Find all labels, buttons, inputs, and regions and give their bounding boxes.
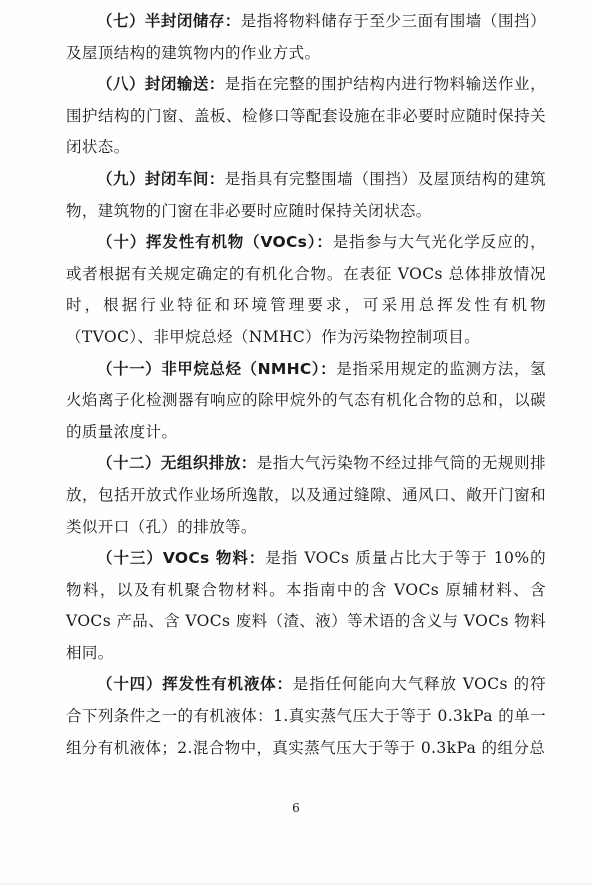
- definition-paragraph-8: [66, 69, 546, 164]
- definition-paragraph-14: [66, 669, 546, 764]
- definition-term: （十四）挥发性有机液体：: [97, 675, 293, 694]
- definition-paragraph-12: [66, 448, 546, 543]
- definition-text: 是指大气污染物不经过排气筒的无规则排放，包括开放式作业场所逸散，以及通过缝隙、通风口、敞开门窗和类似开口（孔）的排放等。: [66, 454, 546, 536]
- definition-text: 是指任何能向大气释放 VOCs 的符合下列条件之一的有机液体：1.真实蒸气压大于等于 0.3kPa 的单一组分有机液体；2.混合物中，真实蒸气压大于等于 0.3kPa 的组分总: [66, 675, 546, 757]
- body-text: [66, 6, 546, 764]
- definition-paragraph-11: [66, 354, 546, 449]
- page-number: 6: [292, 801, 300, 815]
- definition-term: （十）挥发性有机物（VOCs）：: [97, 233, 333, 252]
- definition-paragraph-10: [66, 227, 546, 353]
- definition-term: （九）封闭车间：: [97, 169, 225, 188]
- definition-term: （八）封闭输送：: [97, 75, 225, 94]
- definition-paragraph-13: [66, 543, 546, 669]
- definition-text: 是指具有完整围墙（围挡）及屋顶结构的建筑物，建筑物的门窗在非必要时应随时保持关闭状态。: [66, 169, 546, 220]
- definition-term: （十一）非甲烷总烃（NMHC）：: [97, 359, 337, 378]
- definition-term: （七）半封闭储存：: [97, 12, 241, 30]
- definition-paragraph-7: [66, 6, 546, 69]
- definition-text: 是指将物料储存于至少三面有围墙（围挡）及屋顶结构的建筑物内的作业方式。: [66, 12, 546, 62]
- definition-term: （十三）VOCs 物料：: [97, 549, 266, 568]
- definition-text: 是指参与大气光化学反应的，或者根据有关规定确定的有机化合物。在表征 VOCs 总体排放情况时，根据行业特征和环境管理要求，可采用总挥发性有机物（TVOC）、非甲烷总烃（NMHC）作为污染物控制项目。: [66, 233, 546, 346]
- definition-paragraph-9: [66, 164, 546, 227]
- definition-text: 是指采用规定的监测方法，氢火焰离子化检测器有响应的除甲烷外的气态有机化合物的总和，以碳的质量浓度计。: [66, 359, 547, 441]
- definition-text: 是指 VOCs 质量占比大于等于 10%的物料，以及有机聚合物材料。本指南中的含 VOCs 原辅材料、含 VOCs 产品、含 VOCs 废料（渣、液）等术语的含义与 VOCs 物料相同。: [66, 549, 547, 662]
- page-edge: [0, 881, 592, 885]
- definition-text: 是指在完整的围护结构内进行物料输送作业，围护结构的门窗、盖板、检修口等配套设施在非必要时应随时保持关闭状态。: [66, 75, 546, 157]
- definition-term: （十二）无组织排放：: [97, 454, 257, 473]
